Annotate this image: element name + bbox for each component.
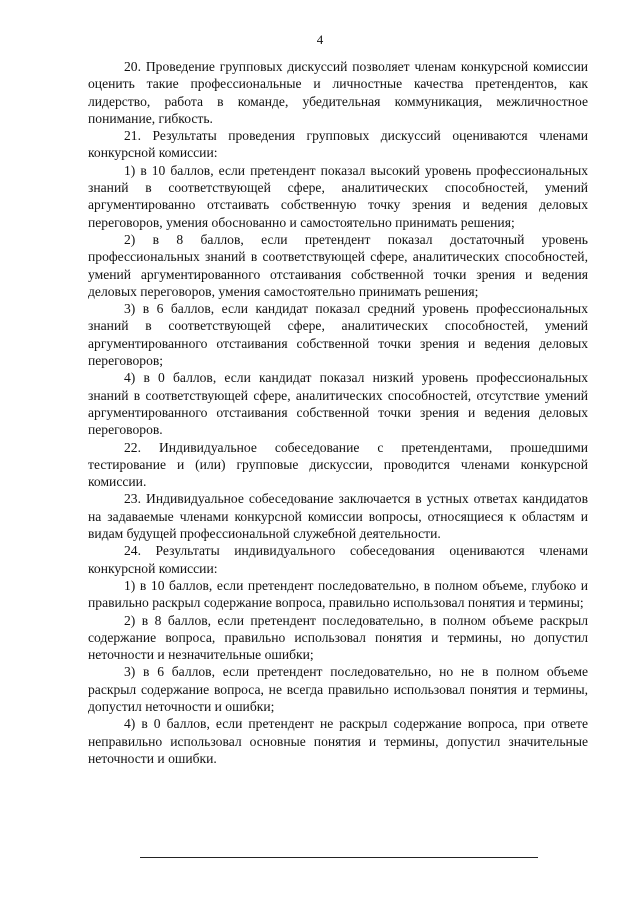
paragraph-24-item-4: 4) в 0 баллов, если претендент не раскрыл содержание вопроса, при ответе неправильно использовал основные понятия и термины, допустил значительные неточности и ошибки. bbox=[88, 716, 588, 766]
paragraph-22: 22. Индивидуальное собеседование с претендентами, прошедшими тестирование и (или) групповые дискуссии, проводится членами конкурсной комиссии. bbox=[88, 439, 588, 490]
paragraph-20: 20. Проведение групповых дискуссий позволяет членам конкурсной комиссии оценить такие профессиональные и личностные качества претендентов, как лидерство, работа в команде, убедительная коммуникация, межличностное понимание, гибкость. bbox=[88, 59, 588, 126]
paragraph-23: 23. Индивидуальное собеседование заключается в устных ответах кандидатов на задаваемые членами конкурсной комиссии вопросы, относящиеся к областям и видам будущей профессиональной служебной деятельности. bbox=[88, 491, 588, 542]
paragraph-24-item-2: 2) в 8 баллов, если претендент последовательно, в полном объеме раскрыл содержание вопроса, правильно использовал понятия и термины, но допустил неточности и незначительные ошибки; bbox=[88, 612, 588, 663]
footer-divider bbox=[140, 857, 538, 858]
paragraph-21-item-4: 4) в 0 баллов, если кандидат показал низкий уровень профессиональных знаний в соответствующей сфере, аналитических способностей, отсутствие умений аргументированного отстаивания собственной точки зрения и ведения деловых переговоров. bbox=[88, 370, 588, 438]
paragraph-21-item-2: 2) в 8 баллов, если претендент показал достаточный уровень профессиональных знаний в соответствующей сфере, аналитических способностей, умений аргументированного отстаивания собственной точки зрения и ведения деловых переговоров, умения самостоятельно принимать решения; bbox=[88, 231, 588, 299]
paragraph-21: 21. Результаты проведения групповых дискуссий оцениваются членами конкурсной комиссии: bbox=[88, 128, 588, 161]
paragraph-24-item-1: 1) в 10 баллов, если претендент последовательно, в полном объеме, глубоко и правильно раскрыл содержание вопроса, правильно использовал понятия и термины; bbox=[88, 577, 588, 611]
paragraph-24-item-3: 3) в 6 баллов, если претендент последовательно, но не в полном объеме раскрыл содержание вопроса, не всегда правильно использовал понятия и термины, допустил неточности и ошибки; bbox=[88, 664, 588, 714]
page-number: 4 bbox=[316, 32, 324, 47]
paragraph-21-item-3: 3) в 6 баллов, если кандидат показал средний уровень профессиональных знаний в соответствующей сфере, аналитических способностей, умений аргументированного отстаивания собственной точки зрения и ведения деловых переговоров; bbox=[88, 301, 588, 369]
document-body bbox=[88, 58, 588, 767]
paragraph-21-item-1: 1) в 10 баллов, если претендент показал высокий уровень профессиональных знаний в соответствующей сфере, аналитических способностей, умений аргументированно отстаивать собственную точку зрения и ведения деловых переговоров, умения обоснованно и самостоятельно принимать решения; bbox=[88, 162, 588, 230]
paragraph-24: 24. Результаты индивидуального собеседования оцениваются членами конкурсной комиссии: bbox=[88, 543, 588, 576]
